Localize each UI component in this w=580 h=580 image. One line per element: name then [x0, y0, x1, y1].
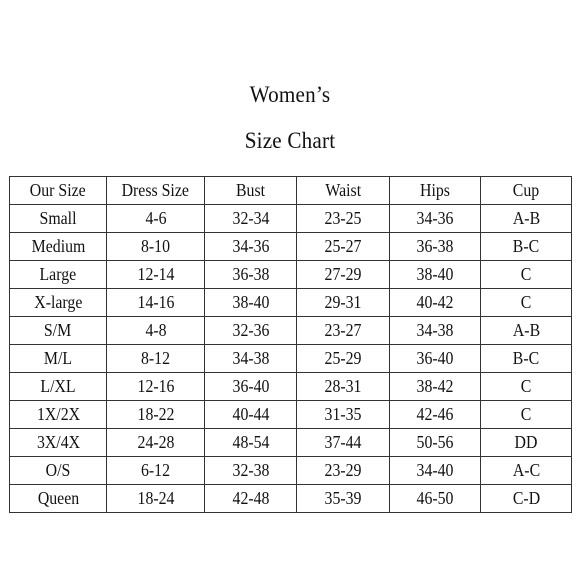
table-cell-our-size	[10, 457, 107, 485]
table-cell-hips	[390, 373, 481, 401]
table-cell-value: 38-40	[232, 292, 269, 312]
table-cell-value: 18-24	[137, 488, 174, 508]
table-cell-value: 46-50	[416, 488, 454, 508]
table-cell-bust	[205, 261, 297, 289]
table-cell-dress-size	[107, 485, 205, 513]
table-cell-value: M/L	[43, 348, 73, 368]
table-cell-value: B-C	[512, 236, 540, 256]
chart-title-line2: Size Chart	[244, 128, 336, 153]
table-cell-bust	[205, 429, 297, 457]
table-cell-value: B-C	[512, 348, 540, 368]
table-row	[10, 289, 572, 317]
table-cell-cup	[481, 345, 572, 373]
table-cell-hips	[390, 317, 481, 345]
column-header-our-size	[10, 177, 107, 205]
table-cell-value: 23-29	[324, 460, 362, 480]
table-cell-waist	[297, 261, 390, 289]
table-cell-value: 3X/4X	[36, 432, 80, 452]
table-cell-dress-size	[107, 457, 205, 485]
column-header-label: Waist	[325, 180, 361, 200]
table-cell-value: 34-40	[416, 460, 454, 480]
table-cell-hips	[390, 205, 481, 233]
table-cell-hips	[390, 261, 481, 289]
table-cell-value: 12-14	[137, 264, 174, 284]
table-cell-value: 24-28	[137, 432, 174, 452]
table-cell-hips	[390, 289, 481, 317]
table-cell-bust	[205, 345, 297, 373]
table-cell-cup	[481, 429, 572, 457]
table-cell-hips	[390, 233, 481, 261]
table-cell-value: A-B	[512, 320, 540, 340]
table-cell-dress-size	[107, 317, 205, 345]
table-body	[10, 205, 572, 513]
table-cell-cup	[481, 233, 572, 261]
table-cell-value: Small	[39, 208, 77, 228]
table-cell-value: 31-35	[324, 404, 362, 424]
table-cell-hips	[390, 401, 481, 429]
table-cell-waist	[297, 457, 390, 485]
table-cell-bust	[205, 289, 297, 317]
table-cell-waist	[297, 205, 390, 233]
table-cell-our-size	[10, 485, 107, 513]
table-cell-waist	[297, 429, 390, 457]
table-cell-value: 25-27	[324, 236, 362, 256]
table-cell-cup	[481, 317, 572, 345]
table-cell-value: 8-10	[140, 236, 171, 256]
table-cell-value: 40-42	[416, 292, 454, 312]
table-row	[10, 205, 572, 233]
table-cell-value: 35-39	[324, 488, 362, 508]
column-header-label: Dress Size	[121, 180, 190, 200]
table-cell-value: 29-31	[324, 292, 362, 312]
table-cell-waist	[297, 373, 390, 401]
header-row	[10, 177, 572, 205]
table-cell-value: 38-42	[416, 376, 454, 396]
column-header-label: Cup	[512, 180, 540, 200]
table-cell-cup	[481, 485, 572, 513]
table-cell-cup	[481, 205, 572, 233]
table-cell-value: 36-40	[232, 376, 269, 396]
table-row	[10, 317, 572, 345]
table-cell-hips	[390, 457, 481, 485]
table-cell-value: 4-8	[144, 320, 167, 340]
table-cell-cup	[481, 289, 572, 317]
table-cell-value: Queen	[37, 488, 79, 508]
table-cell-hips	[390, 429, 481, 457]
table-cell-value: 32-36	[232, 320, 269, 340]
table-cell-value: 18-22	[137, 404, 174, 424]
table-cell-our-size	[10, 233, 107, 261]
table-cell-bust	[205, 373, 297, 401]
table-row	[10, 485, 572, 513]
table-cell-cup	[481, 261, 572, 289]
table-cell-waist	[297, 289, 390, 317]
table-cell-value: X-large	[33, 292, 83, 312]
table-cell-our-size	[10, 289, 107, 317]
table-cell-value: 36-38	[416, 236, 454, 256]
column-header-hips	[390, 177, 481, 205]
table-cell-our-size	[10, 401, 107, 429]
table-cell-dress-size	[107, 373, 205, 401]
table-cell-value: 42-48	[232, 488, 269, 508]
table-cell-our-size	[10, 317, 107, 345]
table-cell-bust	[205, 233, 297, 261]
table-cell-value: 12-16	[137, 376, 174, 396]
table-cell-dress-size	[107, 429, 205, 457]
column-header-cup	[481, 177, 572, 205]
table-cell-our-size	[10, 373, 107, 401]
table-cell-value: S/M	[44, 320, 72, 340]
table-cell-dress-size	[107, 289, 205, 317]
table-cell-bust	[205, 401, 297, 429]
table-header	[10, 177, 572, 205]
table-cell-value: 36-40	[416, 348, 454, 368]
column-header-dress-size	[107, 177, 205, 205]
table-cell-value: C	[520, 292, 532, 312]
size-chart-table	[9, 176, 572, 513]
table-cell-value: 4-6	[144, 208, 167, 228]
table-cell-value: L/XL	[40, 376, 76, 396]
table-cell-cup	[481, 401, 572, 429]
table-cell-value: 50-56	[416, 432, 454, 452]
table-cell-hips	[390, 345, 481, 373]
table-row	[10, 345, 572, 373]
column-header-label: Hips	[420, 180, 450, 200]
table-cell-value: 8-12	[140, 348, 171, 368]
table-cell-value: Large	[39, 264, 77, 284]
table-cell-dress-size	[107, 261, 205, 289]
table-cell-bust	[205, 457, 297, 485]
table-cell-bust	[205, 485, 297, 513]
table-cell-value: A-C	[512, 460, 540, 480]
table-cell-value: DD	[514, 432, 538, 452]
column-header-label: Bust	[235, 180, 266, 200]
table-row	[10, 457, 572, 485]
table-cell-value: 48-54	[232, 432, 269, 452]
column-header-label: Our Size	[30, 180, 86, 200]
table-row	[10, 373, 572, 401]
table-cell-value: 34-38	[416, 320, 454, 340]
table-cell-our-size	[10, 429, 107, 457]
table-cell-value: 14-16	[137, 292, 174, 312]
table-cell-value: 37-44	[324, 432, 362, 452]
table-cell-waist	[297, 401, 390, 429]
table-cell-value: 32-38	[232, 460, 269, 480]
chart-title-line1: Women’s	[249, 82, 331, 107]
column-header-bust	[205, 177, 297, 205]
table-cell-waist	[297, 233, 390, 261]
table-cell-dress-size	[107, 205, 205, 233]
table-cell-value: 40-44	[232, 404, 269, 424]
column-header-waist	[297, 177, 390, 205]
table-cell-value: C	[520, 404, 532, 424]
table-cell-our-size	[10, 261, 107, 289]
table-cell-value: C	[520, 264, 532, 284]
table-cell-value: Medium	[31, 236, 85, 256]
table-cell-value: 32-34	[232, 208, 269, 228]
table-cell-value: C	[520, 376, 532, 396]
table-cell-value: 27-29	[324, 264, 362, 284]
table-cell-value: 36-38	[232, 264, 269, 284]
table-cell-waist	[297, 345, 390, 373]
table-cell-value: 28-31	[324, 376, 362, 396]
table-cell-cup	[481, 373, 572, 401]
table-cell-value: C-D	[512, 488, 540, 508]
table-cell-our-size	[10, 345, 107, 373]
table-cell-cup	[481, 457, 572, 485]
table-cell-value: A-B	[512, 208, 540, 228]
table-cell-value: 25-29	[324, 348, 362, 368]
table-cell-bust	[205, 205, 297, 233]
table-cell-dress-size	[107, 401, 205, 429]
table-cell-hips	[390, 485, 481, 513]
table-cell-bust	[205, 317, 297, 345]
table-row	[10, 261, 572, 289]
table-cell-value: 34-36	[232, 236, 269, 256]
table-row	[10, 401, 572, 429]
table-cell-dress-size	[107, 233, 205, 261]
table-cell-waist	[297, 317, 390, 345]
table-row	[10, 233, 572, 261]
table-cell-our-size	[10, 205, 107, 233]
table-cell-value: 23-27	[324, 320, 362, 340]
table-cell-value: O/S	[45, 460, 71, 480]
table-cell-value: 1X/2X	[36, 404, 80, 424]
table-cell-value: 34-38	[232, 348, 269, 368]
table-row	[10, 429, 572, 457]
table-cell-value: 23-25	[324, 208, 362, 228]
table-cell-value: 34-36	[416, 208, 454, 228]
table-cell-value: 38-40	[416, 264, 454, 284]
table-cell-value: 6-12	[140, 460, 171, 480]
table-cell-value: 42-46	[416, 404, 454, 424]
table-cell-waist	[297, 485, 390, 513]
table-cell-dress-size	[107, 345, 205, 373]
